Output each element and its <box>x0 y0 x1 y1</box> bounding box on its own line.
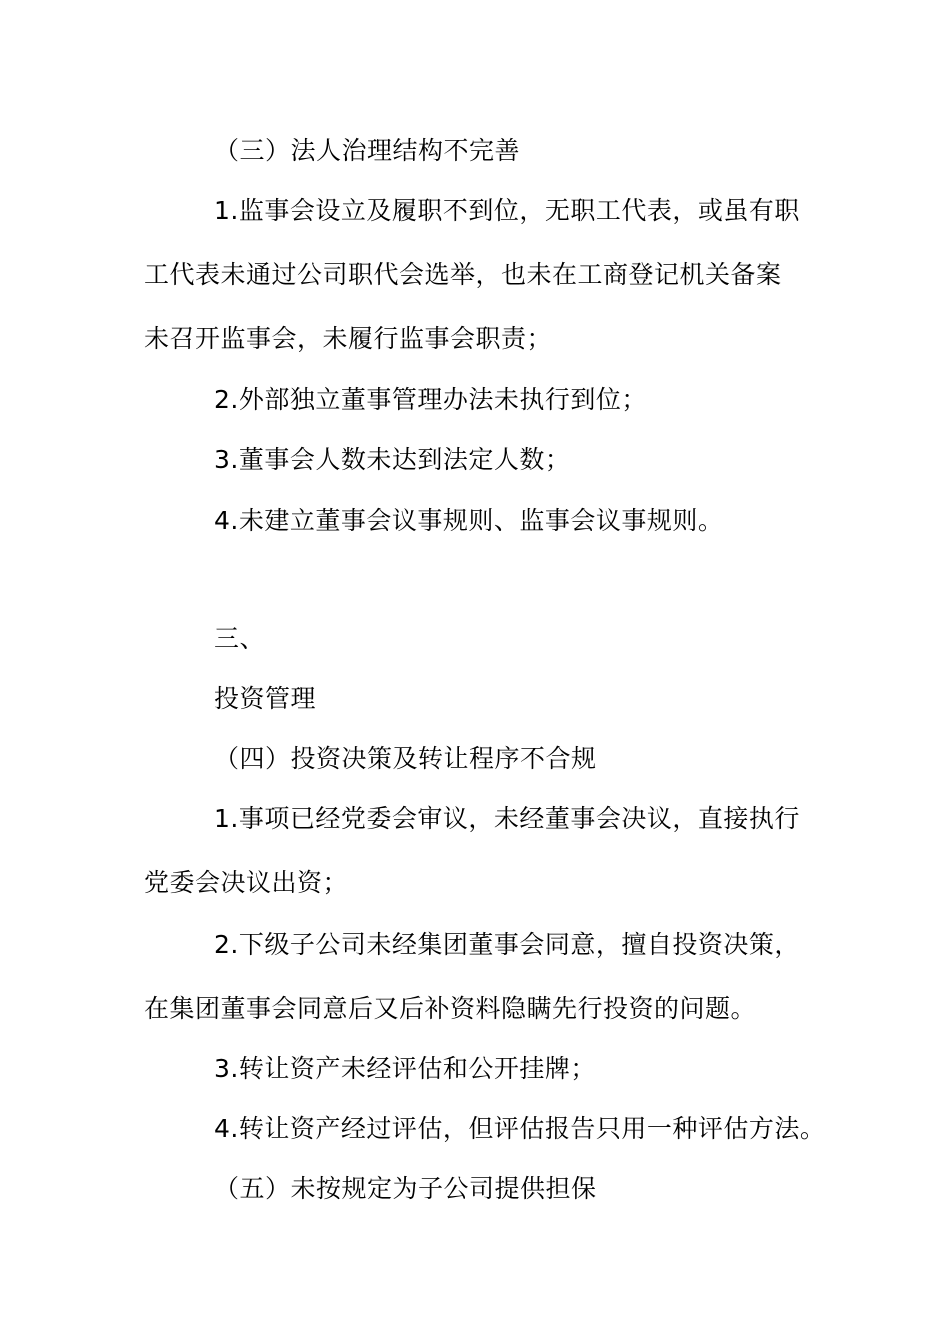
section-heading-guarantee: （五）未按规定为子公司提供担保 <box>214 1174 597 1203</box>
section-heading-investment: （四）投资决策及转让程序不合规 <box>214 744 597 773</box>
chapter-title: 投资管理 <box>214 684 317 713</box>
paragraph-line: 工代表未通过公司职代会选举，也未在工商登记机关备案 <box>144 260 782 289</box>
section-heading-governance: （三）法人治理结构不完善 <box>214 136 521 165</box>
paragraph-line: 1.监事会设立及履职不到位，无职工代表，或虽有职 <box>214 196 800 225</box>
paragraph-line: 2.外部独立董事管理办法未执行到位； <box>214 385 647 414</box>
paragraph-line: 3.董事会人数未达到法定人数； <box>214 445 571 474</box>
paragraph-line: 2.下级子公司未经集团董事会同意，擅自投资决策， <box>214 930 800 959</box>
paragraph-line: 在集团董事会同意后又后补资料隐瞒先行投资的问题。 <box>144 994 757 1023</box>
paragraph-line: 4.转让资产经过评估，但评估报告只用一种评估方法。 <box>214 1114 826 1143</box>
paragraph-line: 1.事项已经党委会审议，未经董事会决议，直接执行 <box>214 804 800 833</box>
paragraph-line: 4.未建立董事会议事规则、监事会议事规则。 <box>214 506 724 535</box>
paragraph-line: 3.转让资产未经评估和公开挂牌； <box>214 1054 596 1083</box>
chapter-number: 三、 <box>214 624 266 653</box>
paragraph-line: 党委会决议出资； <box>144 868 349 897</box>
paragraph-line: 未召开监事会，未履行监事会职责； <box>144 324 553 353</box>
